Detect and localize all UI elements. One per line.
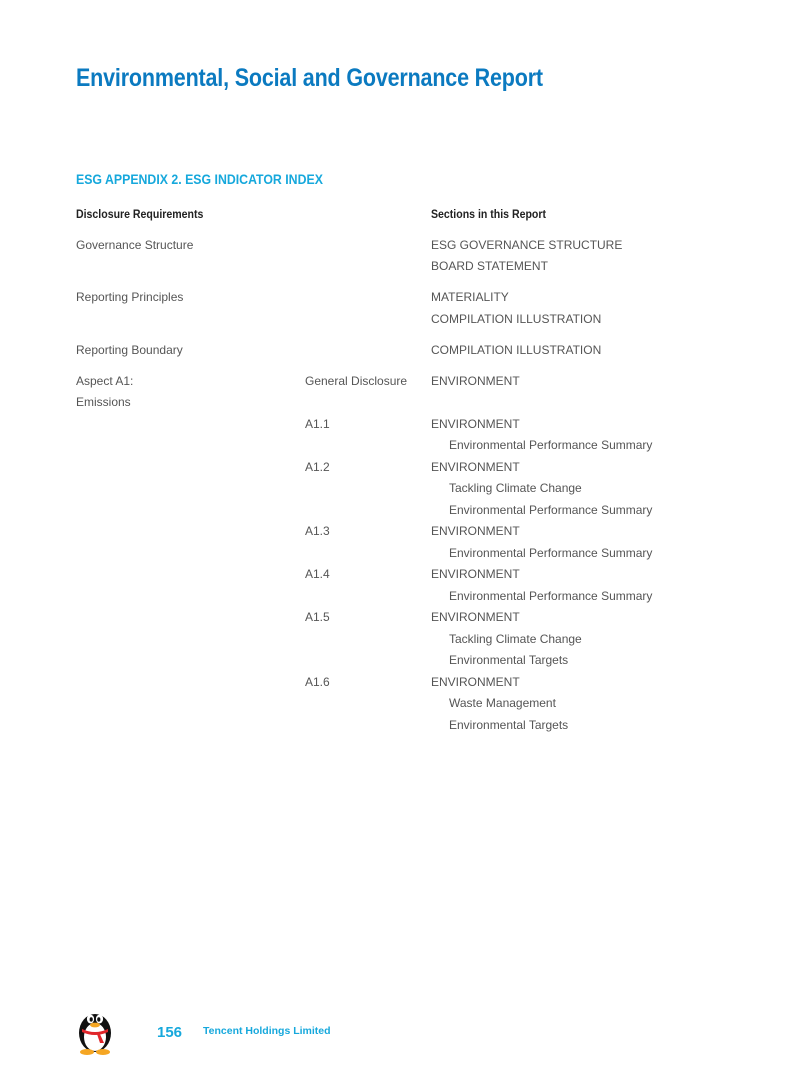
subsection-ref: Tackling Climate Change [449, 481, 582, 495]
section-heading: ESG APPENDIX 2. ESG INDICATOR INDEX [76, 171, 323, 187]
report-title: Environmental, Social and Governance Report [76, 64, 543, 92]
column-header-requirements: Disclosure Requirements [76, 207, 204, 221]
section-ref: COMPILATION ILLUSTRATION [431, 343, 602, 357]
section-ref: ENVIRONMENT [431, 675, 520, 689]
section-ref: ESG GOVERNANCE STRUCTURE [431, 238, 623, 252]
subsection-ref: Environmental Targets [449, 653, 569, 667]
subsection-ref: Environmental Performance Summary [449, 503, 653, 517]
section-ref: COMPILATION ILLUSTRATION [431, 312, 602, 326]
requirement-label-line2: Emissions [76, 395, 131, 409]
section-ref: ENVIRONMENT [431, 374, 520, 388]
section-ref: ENVIRONMENT [431, 567, 520, 581]
section-ref: MATERIALITY [431, 290, 509, 304]
section-ref: ENVIRONMENT [431, 417, 520, 431]
section-ref: ENVIRONMENT [431, 524, 520, 538]
subsection-ref: Environmental Performance Summary [449, 438, 653, 452]
section-ref: ENVIRONMENT [431, 610, 520, 624]
indicator-label: General Disclosure [305, 374, 408, 388]
indicator-label: A1.5 [305, 610, 330, 624]
requirement-label: Reporting Principles [76, 290, 184, 304]
indicator-label: A1.4 [305, 567, 330, 581]
indicator-label: A1.6 [305, 675, 330, 689]
subsection-ref: Environmental Performance Summary [449, 546, 653, 560]
indicator-label: A1.1 [305, 417, 330, 431]
requirement-label: Governance Structure [76, 238, 194, 252]
subsection-ref: Tackling Climate Change [449, 632, 582, 646]
qq-penguin-icon [74, 1005, 116, 1055]
indicator-label: A1.2 [305, 460, 330, 474]
subsection-ref: Environmental Targets [449, 718, 569, 732]
requirement-label: Aspect A1: [76, 374, 134, 388]
section-ref: BOARD STATEMENT [431, 259, 548, 273]
company-name: Tencent Holdings Limited [203, 1025, 331, 1037]
page-number: 156 [157, 1024, 183, 1041]
requirement-label: Reporting Boundary [76, 343, 183, 357]
column-header-sections: Sections in this Report [431, 207, 547, 221]
subsection-ref: Environmental Performance Summary [449, 589, 653, 603]
section-ref: ENVIRONMENT [431, 460, 520, 474]
indicator-label: A1.3 [305, 524, 330, 538]
subsection-ref: Waste Management [449, 696, 556, 710]
